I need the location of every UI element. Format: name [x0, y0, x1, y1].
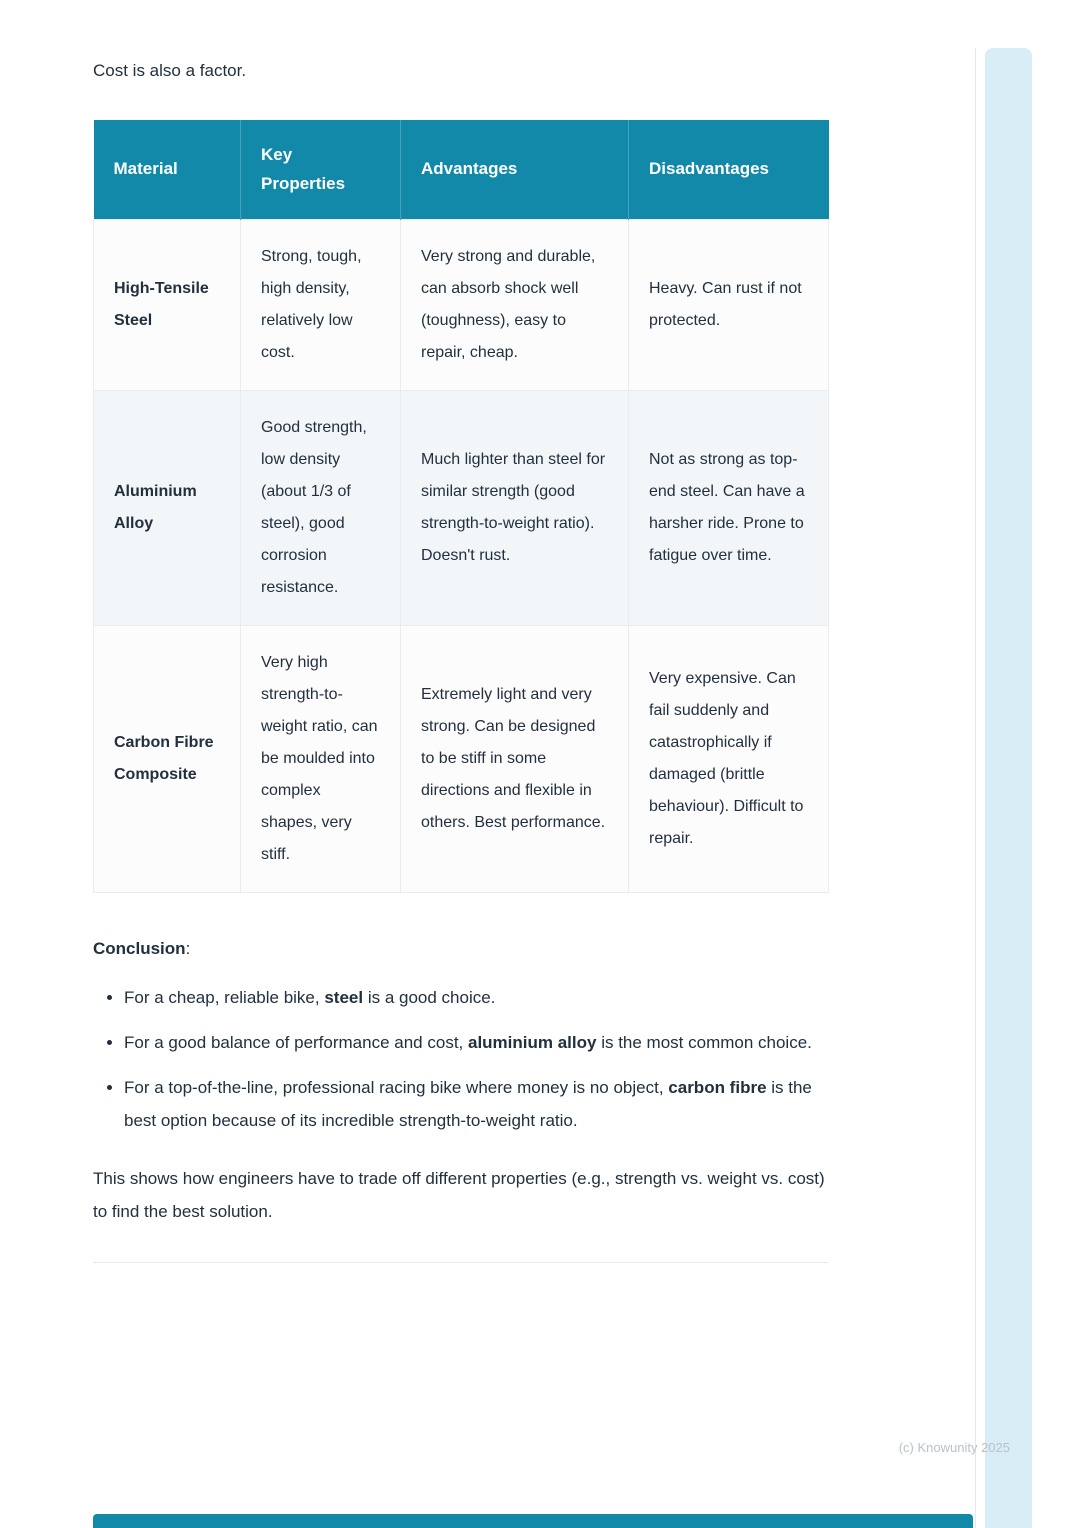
column-header-material: Material [94, 120, 241, 220]
scrollbar-track[interactable] [985, 48, 1032, 1528]
key-properties-cell: Very high strength-to-weight ratio, can be moulded into complex shapes, very stiff. [241, 626, 401, 893]
next-page-table-header-strip [93, 1514, 973, 1528]
material-cell: Aluminium Alloy [94, 391, 241, 626]
closing-paragraph: This shows how engineers have to trade off different properties (e.g., strength vs. weight vs. cost) to find the best solution. [93, 1168, 825, 1221]
document-content [93, 0, 828, 1263]
bullet-text-bold: carbon fibre [668, 1078, 767, 1098]
table-header-row [94, 120, 829, 220]
bullet-text-post: is the best option because of its incredible strength-to-weight ratio. [124, 1078, 812, 1131]
intro-paragraph: Cost is also a factor. [93, 61, 247, 80]
table-row [94, 220, 829, 391]
bullet-item [124, 1026, 828, 1059]
table-row [94, 626, 829, 893]
conclusion-heading-colon: : [185, 939, 191, 958]
column-header-advantages: Advantages [401, 120, 629, 220]
page-edge-line [975, 48, 976, 1528]
footer-copyright: (c) Knowunity 2025 [898, 1440, 1010, 1455]
column-header-key-properties: Key Properties [241, 120, 401, 220]
key-properties-cell: Good strength, low density (about 1/3 of steel), good corrosion resistance. [241, 391, 401, 626]
conclusion-heading [93, 939, 828, 959]
bullet-text-post: is a good choice. [363, 988, 496, 1007]
bullet-item [124, 1071, 828, 1137]
advantages-cell: Extremely light and very strong. Can be designed to be stiff in some directions and flexible in others. Best performance. [401, 626, 629, 893]
disadvantages-cell: Very expensive. Can fail suddenly and catastrophically if damaged (brittle behaviour). Difficult to repair. [629, 626, 829, 893]
conclusion-heading-bold: Conclusion [93, 939, 186, 958]
table-row [94, 391, 829, 626]
advantages-cell: Very strong and durable, can absorb shock well (toughness), easy to repair, cheap. [401, 220, 629, 391]
bullet-text-pre: For a good balance of performance and cost, [124, 1033, 468, 1053]
bullet-text-bold: steel [324, 988, 364, 1007]
key-properties-cell: Strong, tough, high density, relatively low cost. [241, 220, 401, 391]
bullet-text-bold: aluminium alloy [467, 1033, 597, 1053]
material-cell: High-Tensile Steel [94, 220, 241, 391]
conclusion-bullet-list [93, 981, 828, 1138]
bullet-text-post: is the most common choice. [596, 1033, 812, 1053]
bullet-item [124, 981, 828, 1014]
advantages-cell: Much lighter than steel for similar strength (good strength-to-weight ratio). Doesn't rust. [401, 391, 629, 626]
column-header-disadvantages: Disadvantages [629, 120, 829, 220]
material-cell: Carbon Fibre Composite [94, 626, 241, 893]
footer-divider [93, 1262, 828, 1263]
bullet-text-pre: For a top-of-the-line, professional racing bike where money is no object, [124, 1078, 669, 1098]
bullet-text-pre: For a cheap, reliable bike, [124, 988, 325, 1007]
disadvantages-cell: Not as strong as top-end steel. Can have a harsher ride. Prone to fatigue over time. [629, 391, 829, 626]
disadvantages-cell: Heavy. Can rust if not protected. [629, 220, 829, 391]
materials-comparison-table [93, 120, 829, 894]
